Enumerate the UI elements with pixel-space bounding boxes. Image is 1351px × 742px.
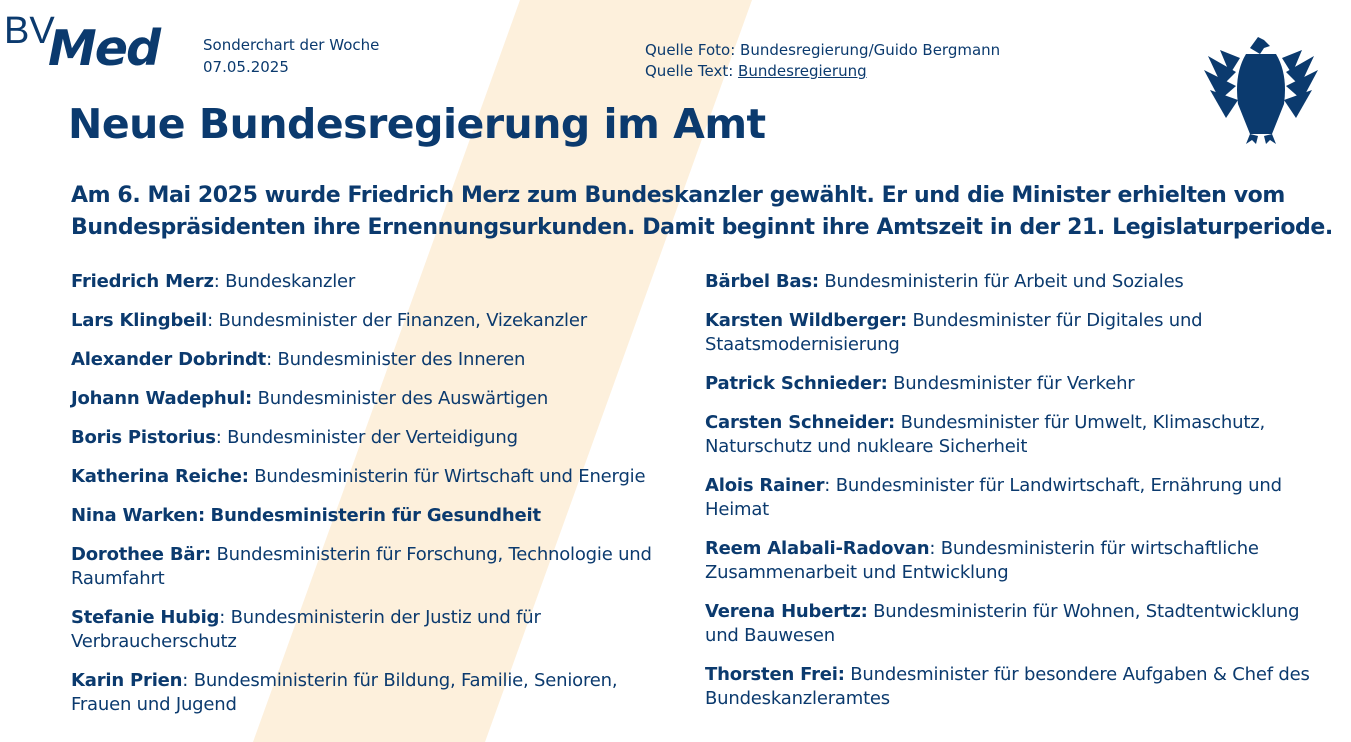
minister-role: Bundesminister für Umwelt, Klimaschutz, Naturschutz und nukleare Sicherheit xyxy=(705,412,1265,457)
minister-entry xyxy=(71,543,683,591)
federal-eagle-icon xyxy=(1196,34,1326,146)
minister-role: Bundesministerin für Wirtschaft und Energie xyxy=(254,466,646,487)
minister-entry xyxy=(71,309,683,333)
minister-name: Carsten Schneider: xyxy=(705,412,896,433)
minister-entry xyxy=(705,663,1317,711)
source-block xyxy=(645,40,1000,82)
minister-name: Lars Klingbeil xyxy=(71,310,208,331)
minister-entry xyxy=(705,270,1317,294)
minister-role: Bundesminister für Landwirtschaft, Ernährung und Heimat xyxy=(705,475,1282,520)
minister-entry xyxy=(71,348,683,372)
minister-entry xyxy=(705,372,1317,396)
minister-separator: : xyxy=(266,349,278,370)
minister-separator: : xyxy=(215,427,228,448)
minister-name: Johann Wadephul: xyxy=(71,388,253,409)
minister-name: Katherina Reiche: xyxy=(71,466,249,487)
minister-separator: : xyxy=(824,475,836,496)
minister-role: Bundesministerin der Justiz und für Verbraucherschutz xyxy=(71,607,541,652)
minister-separator: : xyxy=(219,607,231,628)
minister-name: Verena Hubertz: xyxy=(705,601,868,622)
minister-name: Karsten Wildberger: xyxy=(705,310,907,331)
minister-role: Bundesministerin für Gesundheit xyxy=(210,505,541,526)
minister-entry xyxy=(705,537,1317,585)
minister-role: Bundesminister des Auswärtigen xyxy=(257,388,549,409)
source-text-link[interactable]: Bundesregierung xyxy=(738,62,867,80)
minister-entry xyxy=(71,504,683,528)
minister-name: Alexander Dobrindt xyxy=(71,349,267,370)
minister-entry xyxy=(71,669,683,717)
page-title: Neue Bundesregierung im Amt xyxy=(68,100,766,148)
source-text-label: Quelle Text: xyxy=(645,62,739,80)
minister-separator: : xyxy=(182,670,194,691)
minister-role: Bundesminister des Inneren xyxy=(277,349,526,370)
minister-entry xyxy=(705,309,1317,357)
minister-name: Karin Prien xyxy=(71,670,183,691)
minister-separator: : xyxy=(207,310,219,331)
minister-separator: : xyxy=(213,271,226,292)
minister-role: Bundesminister für Digitales und Staatsmodernisierung xyxy=(705,310,1203,355)
minister-role: Bundesministerin für wirtschaftliche Zusammenarbeit und Entwicklung xyxy=(705,538,1259,583)
minister-name: Patrick Schnieder: xyxy=(705,373,888,394)
minister-name: Stefanie Hubig xyxy=(71,607,220,628)
minister-name: Boris Pistorius xyxy=(71,427,216,448)
minister-entry xyxy=(705,600,1317,648)
minister-name: Bärbel Bas: xyxy=(705,271,819,292)
minister-role: Bundesminister für Verkehr xyxy=(893,373,1135,394)
minister-role: Bundesminister der Verteidigung xyxy=(227,427,518,448)
header-subtitle-block xyxy=(203,34,379,78)
minister-name: Nina Warken: xyxy=(71,505,206,526)
minister-role: Bundeskanzler xyxy=(225,271,356,292)
minister-entry xyxy=(71,387,683,411)
minister-role: Bundesministerin für Bildung, Familie, Senioren, Frauen und Jugend xyxy=(71,670,618,715)
minister-role: Bundesministerin für Wohnen, Stadtentwicklung und Bauwesen xyxy=(705,601,1300,646)
minister-name: Friedrich Merz xyxy=(71,271,214,292)
logo-med-text: Med xyxy=(48,20,160,77)
minister-name: Reem Alabali-Radovan xyxy=(705,538,930,559)
minister-entry xyxy=(705,474,1317,522)
intro-paragraph: Am 6. Mai 2025 wurde Friedrich Merz zum Bundeskanzler gewählt. Er und die Minister erhielten vom Bundespräsidenten ihre Ernennungsurkunden. Damit beginnt ihre Amtszeit in der 21. Legislaturperiode. xyxy=(71,183,1333,240)
minister-entry xyxy=(71,426,683,450)
minister-entry xyxy=(71,606,683,654)
minister-role: Bundesministerin für Forschung, Technologie und Raumfahrt xyxy=(71,544,652,589)
minister-list-right xyxy=(705,270,1317,726)
minister-entry xyxy=(71,465,683,489)
minister-entry xyxy=(71,270,683,294)
minister-role: Bundesministerin für Arbeit und Soziales xyxy=(824,271,1184,292)
source-photo: Quelle Foto: Bundesregierung/Guido Bergmann xyxy=(645,41,1001,59)
date: 07.05.2025 xyxy=(203,58,289,76)
minister-separator: : xyxy=(929,538,941,559)
minister-role: Bundesminister für besondere Aufgaben & Chef des Bundeskanzleramtes xyxy=(705,664,1310,709)
bvmed-logo xyxy=(4,8,184,76)
minister-name: Thorsten Frei: xyxy=(705,664,845,685)
minister-name: Dorothee Bär: xyxy=(71,544,211,565)
source-text xyxy=(645,61,1000,82)
subtitle: Sonderchart der Woche xyxy=(203,36,380,54)
logo-bv-text: BV xyxy=(4,10,55,52)
minister-role: Bundesminister der Finanzen, Vizekanzler xyxy=(218,310,587,331)
minister-entry xyxy=(705,411,1317,459)
minister-list-left xyxy=(71,270,683,732)
minister-name: Alois Rainer xyxy=(705,475,825,496)
